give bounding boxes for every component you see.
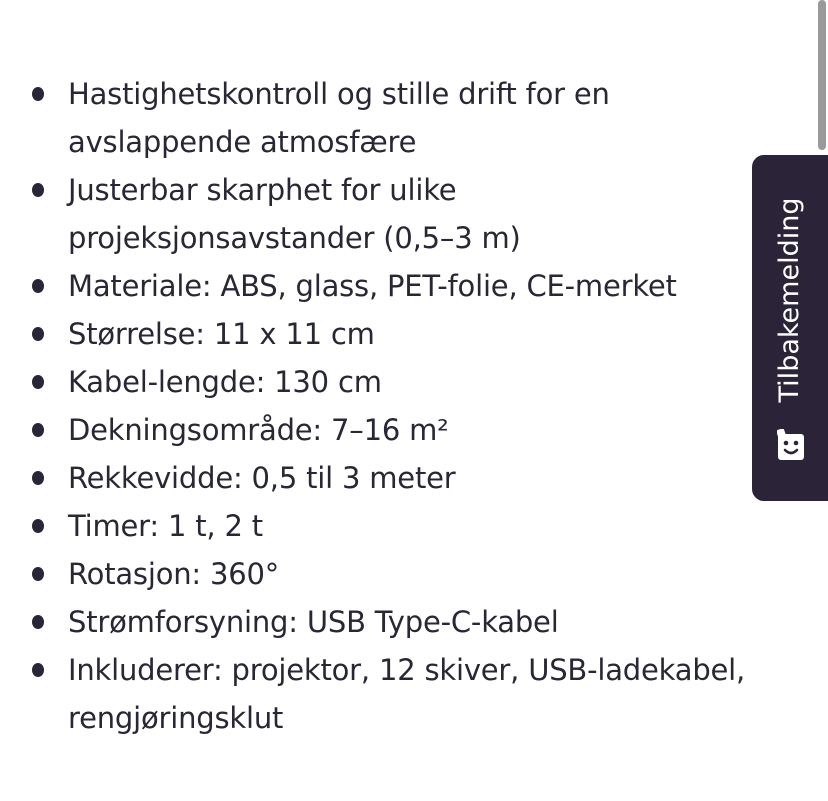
feature-list — [0, 70, 760, 742]
feedback-button[interactable] — [752, 155, 828, 501]
bullet-icon — [32, 663, 44, 677]
feature-text: Kabel-lengde: 130 cm — [68, 365, 382, 399]
list-item — [68, 598, 760, 646]
smile-icon — [777, 429, 805, 461]
feature-text: Rotasjon: 360° — [68, 557, 280, 591]
bullet-icon — [32, 87, 44, 101]
bullet-icon — [32, 423, 44, 437]
list-item — [68, 358, 760, 406]
list-item — [68, 550, 760, 598]
bullet-icon — [32, 615, 44, 629]
feature-text: Rekkevidde: 0,5 til 3 meter — [68, 461, 456, 495]
list-item — [68, 406, 760, 454]
feature-text: Timer: 1 t, 2 t — [68, 509, 263, 543]
bullet-icon — [32, 327, 44, 341]
bullet-icon — [32, 471, 44, 485]
feature-text: Materiale: ABS, glass, PET-folie, CE-merket — [68, 269, 677, 303]
list-item — [68, 502, 760, 550]
bullet-icon — [32, 183, 44, 197]
product-details — [0, 70, 760, 742]
list-item — [68, 454, 760, 502]
bullet-icon — [32, 519, 44, 533]
list-item — [68, 310, 760, 358]
feature-text: Hastighetskontroll og stille drift for en avslappende atmosfære — [68, 77, 610, 159]
list-item — [68, 262, 760, 310]
feature-text: Dekningsområde: 7–16 m² — [68, 413, 449, 447]
bullet-icon — [32, 375, 44, 389]
list-item — [68, 646, 760, 742]
scrollbar[interactable] — [818, 0, 826, 150]
list-item — [68, 70, 760, 166]
list-item — [68, 166, 760, 262]
feature-text: Justerbar skarphet for ulike projeksjonsavstander (0,5–3 m) — [68, 173, 521, 255]
bullet-icon — [32, 279, 44, 293]
feedback-label: Tilbakemelding — [774, 197, 805, 403]
feature-text: Strømforsyning: USB Type-C-kabel — [68, 605, 559, 639]
feature-text: Størrelse: 11 x 11 cm — [68, 317, 375, 351]
feature-text: Inkluderer: projektor, 12 skiver, USB-ladekabel, rengjøringsklut — [68, 653, 746, 735]
bullet-icon — [32, 567, 44, 581]
